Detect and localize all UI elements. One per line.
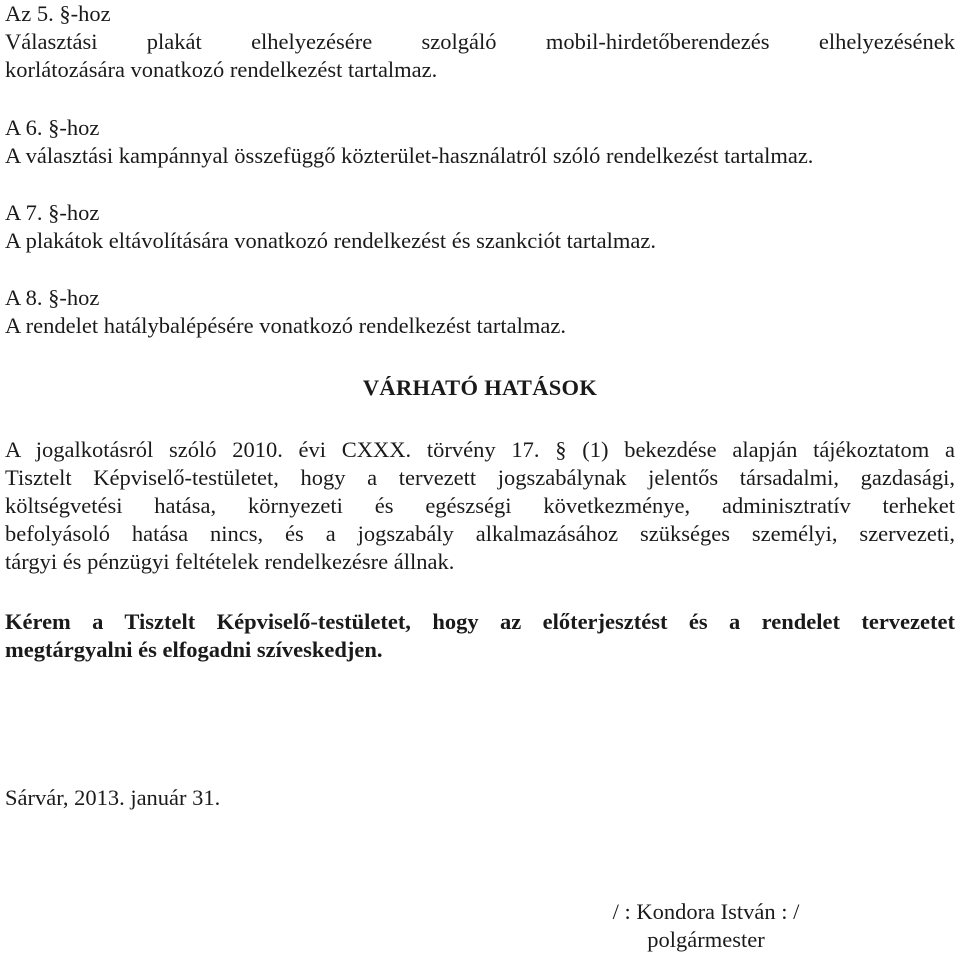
place-date-text: Sárvár, 2013. január 31. — [5, 785, 221, 810]
section-6 — [5, 114, 955, 170]
section-text-line: A rendelet hatálybalépésére vonatkozó rendelkezést tartalmaz. — [5, 313, 566, 338]
impacts-line: A jogalkotásról szóló 2010. évi CXXX. törvény 17. § (1) bekezdése alapján tájékoztatom a — [5, 437, 955, 462]
impacts-paragraph — [5, 436, 955, 576]
section-heading: A 7. §-hoz — [5, 200, 100, 225]
request-line: megtárgyalni és elfogadni szíveskedjen. — [5, 637, 383, 662]
section-5 — [5, 0, 955, 84]
request-line: Kérem a Tisztelt Képviselő-testületet, hogy az előterjesztést és a rendelet tervezetet — [5, 609, 955, 634]
section-text-line: A választási kampánnyal összefüggő közterület-használatról szóló rendelkezést tartalmaz. — [5, 143, 814, 168]
request-paragraph — [5, 608, 955, 664]
section-text-line: Választási plakát elhelyezésére szolgáló mobil-hirdetőberendezés elhelyezésének — [5, 29, 955, 54]
signature-title: polgármester — [647, 927, 765, 952]
section-heading: Az 5. §-hoz — [5, 1, 111, 26]
impacts-line: költségvetési hatása, környezeti és egészségi következménye, adminisztratív terheket — [5, 493, 955, 518]
signature-name: / : Kondora István : / — [612, 899, 800, 924]
signature-block — [596, 898, 816, 954]
impacts-line: befolyásoló hatása nincs, és a jogszabály alkalmazásához szükséges személyi, szervezeti, — [5, 521, 955, 546]
impacts-line: Tisztelt Képviselő-testületet, hogy a tervezett jogszabálynak jelentős társadalmi, gazdasági, — [5, 465, 955, 490]
section-text-line: A plakátok eltávolítására vonatkozó rendelkezést és szankciót tartalmaz. — [5, 228, 656, 253]
section-heading: A 6. §-hoz — [5, 115, 100, 140]
impacts-heading: VÁRHATÓ HATÁSOK — [362, 375, 598, 400]
section-7 — [5, 199, 955, 255]
section-heading: A 8. §-hoz — [5, 285, 100, 310]
section-text-line: korlátozására vonatkozó rendelkezést tartalmaz. — [5, 57, 438, 82]
impacts-line: tárgyi és pénzügyi feltételek rendelkezésre állnak. — [5, 549, 455, 574]
place-date — [5, 784, 220, 812]
section-8 — [5, 284, 955, 340]
